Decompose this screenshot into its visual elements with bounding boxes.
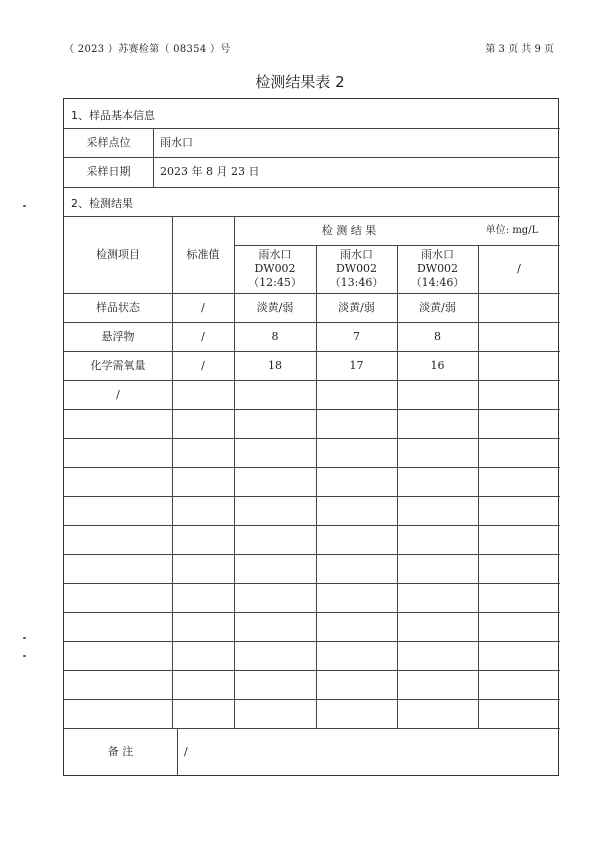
- margin-mark: [23, 655, 26, 657]
- col-header-standard: 标准值: [186, 247, 220, 261]
- report-number: （ 2023 ）苏赛检第（ 08354 ）号: [64, 44, 231, 55]
- results-label: 检 测 结 果: [321, 223, 377, 237]
- row-standard: /: [201, 300, 205, 314]
- col-header-item: 检测项目: [96, 247, 140, 261]
- row-item: 样品状态: [96, 300, 140, 314]
- row-value: 8: [271, 329, 279, 343]
- row-value: 18: [268, 358, 282, 372]
- margin-mark: [23, 637, 26, 639]
- sample-code: DW002: [335, 262, 378, 275]
- page-info: 第 3 页 共 9 页: [485, 44, 554, 55]
- sample-time: （13:46）: [329, 276, 384, 289]
- sampling-point-label: 采样点位: [86, 135, 131, 149]
- sample-code: DW002: [416, 262, 459, 275]
- margin-mark: [23, 205, 26, 207]
- sampling-point-value: 雨水口: [160, 135, 193, 149]
- extra-col-header: /: [517, 262, 521, 275]
- page-title: 检测结果表 2: [255, 73, 345, 91]
- row-value: 7: [353, 329, 360, 343]
- remarks-value: /: [184, 744, 188, 758]
- row-standard: /: [201, 329, 205, 343]
- row-item: 化学需氧量: [90, 358, 146, 372]
- section2-heading: 2、检测结果: [71, 197, 133, 210]
- row-value: 8: [434, 329, 441, 343]
- sample-time: （14:46）: [410, 276, 465, 289]
- sampling-date-label: 采样日期: [86, 165, 131, 178]
- sample-point: 雨水口: [258, 248, 292, 261]
- sample-code: DW002: [254, 262, 296, 275]
- sample-point: 雨水口: [421, 248, 454, 261]
- row-item: 悬浮物: [101, 329, 135, 343]
- section1-heading: 1、样品基本信息: [71, 109, 155, 122]
- results-table: [63, 98, 559, 776]
- sample-time: （12:45）: [248, 276, 302, 289]
- row-item: /: [116, 387, 120, 401]
- remarks-label: 备 注: [107, 744, 134, 758]
- row-value: 淡黄/弱: [338, 300, 375, 314]
- sample-header-3: [397, 245, 478, 293]
- row-value: 淡黄/弱: [256, 300, 294, 314]
- sample-header-2: [316, 245, 397, 293]
- row-value: 17: [349, 358, 364, 372]
- sample-header-1: [234, 245, 316, 293]
- unit-label: 单位: mg/L: [485, 224, 539, 236]
- row-value: 16: [430, 358, 445, 372]
- row-value: 淡黄/弱: [419, 300, 456, 314]
- row-standard: /: [201, 358, 205, 372]
- sample-point: 雨水口: [340, 248, 373, 261]
- sampling-date-value: 2023 年 8 月 23 日: [160, 165, 260, 178]
